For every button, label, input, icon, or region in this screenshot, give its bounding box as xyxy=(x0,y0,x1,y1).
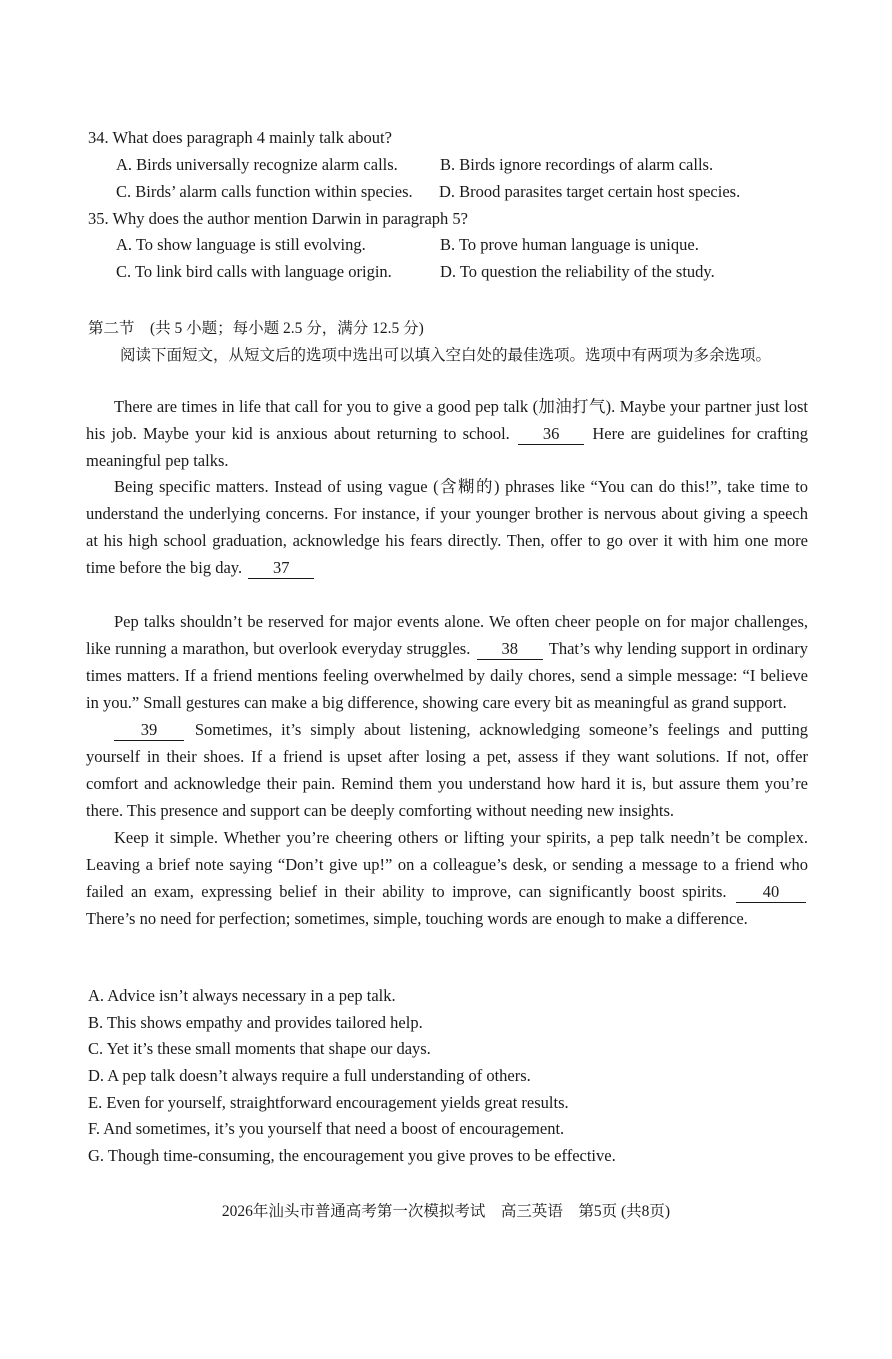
blank-39[interactable]: 39 xyxy=(114,720,184,741)
question-35-option-c: C. To link bird calls with language origin. xyxy=(116,262,392,281)
choice-f: F. And sometimes, it’s you yourself that need a boost of encouragement. xyxy=(88,1119,565,1138)
blank-38[interactable]: 38 xyxy=(477,639,543,660)
passage-paragraph-4 xyxy=(86,716,808,824)
blank-37[interactable]: 37 xyxy=(248,558,314,579)
paragraph-3-text-after: That’s why lending support in ordinary times matters. If a friend mentions feeling overwhelmed by daily chores, send a simple message: “I believe in you.” Small gestures can make a big difference, showing care every bit as meaningful as grand support. xyxy=(86,639,809,712)
question-35-option-d: D. To question the reliability of the study. xyxy=(440,262,715,281)
passage-paragraph-3 xyxy=(86,608,808,716)
choice-e: E. Even for yourself, straightforward encouragement yields great results. xyxy=(88,1093,569,1112)
section-instruction: 阅读下面短文，从短文后的选项中选出可以填入空白处的最佳选项。选项中有两项为多余选项。 xyxy=(120,347,772,364)
blank-36[interactable]: 36 xyxy=(518,424,584,445)
passage-paragraph-2 xyxy=(86,473,808,581)
choice-c: C. Yet it’s these small moments that shape our days. xyxy=(88,1039,431,1058)
choice-d: D. A pep talk doesn’t always require a full understanding of others. xyxy=(88,1066,531,1085)
question-34-option-a: A. Birds universally recognize alarm calls. xyxy=(116,155,398,174)
paragraph-2-text-before: Being specific matters. Instead of using vague (含糊的) phrases like “You can do this!”, take time to understand the underlying concerns. For instance, if your younger brother is nervous about giving a speech at his high school graduation, acknowledge his fears directly. Then, offer to go over it with him one more time before the big day. xyxy=(86,477,808,577)
choice-b: B. This shows empathy and provides tailored help. xyxy=(88,1013,423,1032)
choice-a: A. Advice isn’t always necessary in a pep talk. xyxy=(88,986,396,1005)
question-35-option-a: A. To show language is still evolving. xyxy=(116,235,366,254)
choice-g: G. Though time-consuming, the encouragement you give proves to be effective. xyxy=(88,1146,616,1165)
passage-paragraph-5 xyxy=(86,824,808,932)
question-34-option-d: D. Brood parasites target certain host species. xyxy=(439,182,741,201)
question-34-option-c: C. Birds’ alarm calls function within species. xyxy=(116,182,413,201)
blank-40[interactable]: 40 xyxy=(736,882,806,903)
paragraph-3-text-before: Pep talks shouldn’t be reserved for major events alone. We often cheer people on for major challenges, like running a marathon, but overlook everyday struggles. xyxy=(86,612,808,658)
page-footer: 2026年汕头市普通高考第一次模拟考试 高三英语 第5页 (共8页) xyxy=(221,1203,671,1220)
question-35-option-b: B. To prove human language is unique. xyxy=(440,235,699,254)
paragraph-5-text-before: Keep it simple. Whether you’re cheering others or lifting your spirits, a pep talk needn’t be complex. Leaving a brief note saying “Don’t give up!” on a colleague’s desk, or sending a message to a friend who failed an exam, expressing belief in their ability to improve, can significantly boost spirits. xyxy=(86,828,808,901)
section-title: 第二节 (共 5 小题；每小题 2.5 分，满分 12.5 分) xyxy=(88,320,424,337)
paragraph-1-text-after: Here are guidelines for crafting meaningful pep talks. xyxy=(86,424,809,470)
paragraph-4-text-after: Sometimes, it’s simply about listening, acknowledging someone’s feelings and putting yourself in their shoes. If a friend is upset after losing a pet, assess if they want solutions. If not, offer comfort and acknowledge their pain. Remind them you understand how hard it is, but assure them you’re there. This presence and support can be deeply comforting without needing new insights. xyxy=(86,720,808,820)
paragraph-1-text-before: There are times in life that call for you to give a good pep talk (加油打气). Maybe your partner just lost his job. Maybe your kid is anxious about returning to school. xyxy=(86,397,808,443)
question-34-option-b: B. Birds ignore recordings of alarm calls. xyxy=(440,155,714,174)
question-35-stem: 35. Why does the author mention Darwin in paragraph 5? xyxy=(88,209,469,228)
question-34-stem: 34. What does paragraph 4 mainly talk about? xyxy=(88,128,392,147)
paragraph-5-text-after: There’s no need for perfection; sometimes, simple, touching words are enough to make a difference. xyxy=(86,909,748,928)
passage-paragraph-1 xyxy=(86,393,808,474)
